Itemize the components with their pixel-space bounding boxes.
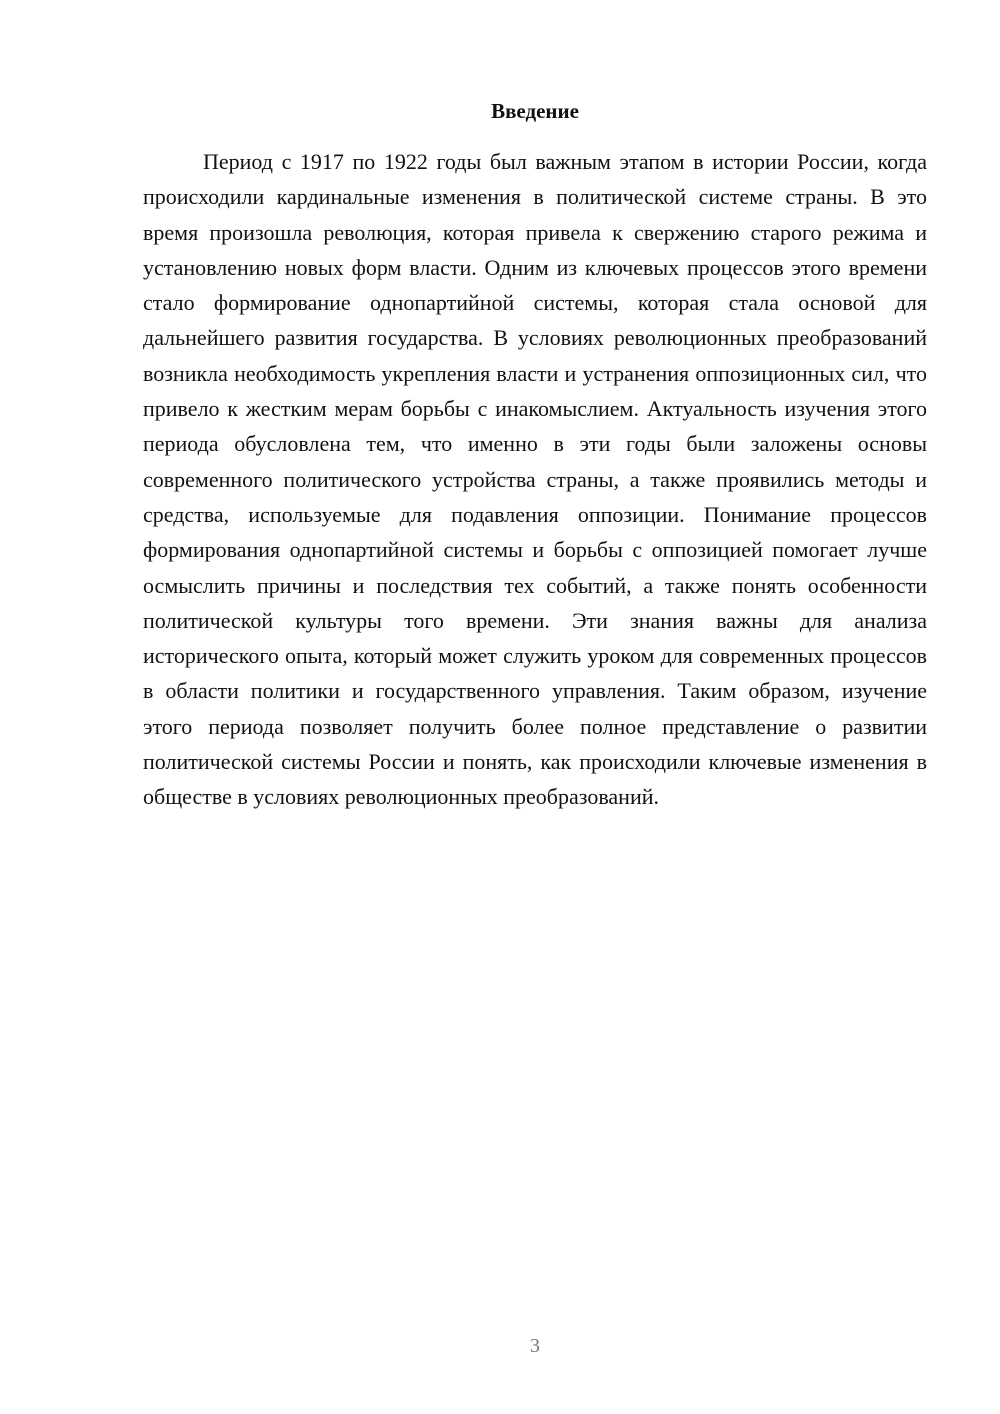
- page-number: 3: [530, 1335, 540, 1357]
- section-heading: Введение: [491, 99, 579, 123]
- body-paragraph: Период с 1917 по 1922 годы был важным этапом в истории России, когда происходили кардинальные изменения в политической системе страны. В это время произошла революция, которая привела к свержению старого режима и установлению новых форм власти. Одним из ключевых процессов этого времени стало формирование однопартийной системы, которая стала основой для дальнейшего развития государства. В условиях революционных преобразований возникла необходимость укрепления власти и устранения оппозиционных сил, что привело к жестким мерам борьбы с инакомыслием. Актуальность изучения этого периода обусловлена тем, что именно в эти годы были заложены основы современного политического устройства страны, а также проявились методы и средства, используемые для подавления оппозиции. Понимание процессов формирования однопартийной системы и борьбы с оппозицией помогает лучше осмыслить причины и последствия тех событий, а также понять особенности политической культуры того времени. Эти знания важны для анализа исторического опыта, который может служить уроком для современных процессов в области политики и государственного управления. Таким образом, изучение этого периода позволяет получить более полное представление о развитии политической системы России и понять, как происходили ключевые изменения в обществе в условиях революционных преобразований.: [143, 149, 927, 810]
